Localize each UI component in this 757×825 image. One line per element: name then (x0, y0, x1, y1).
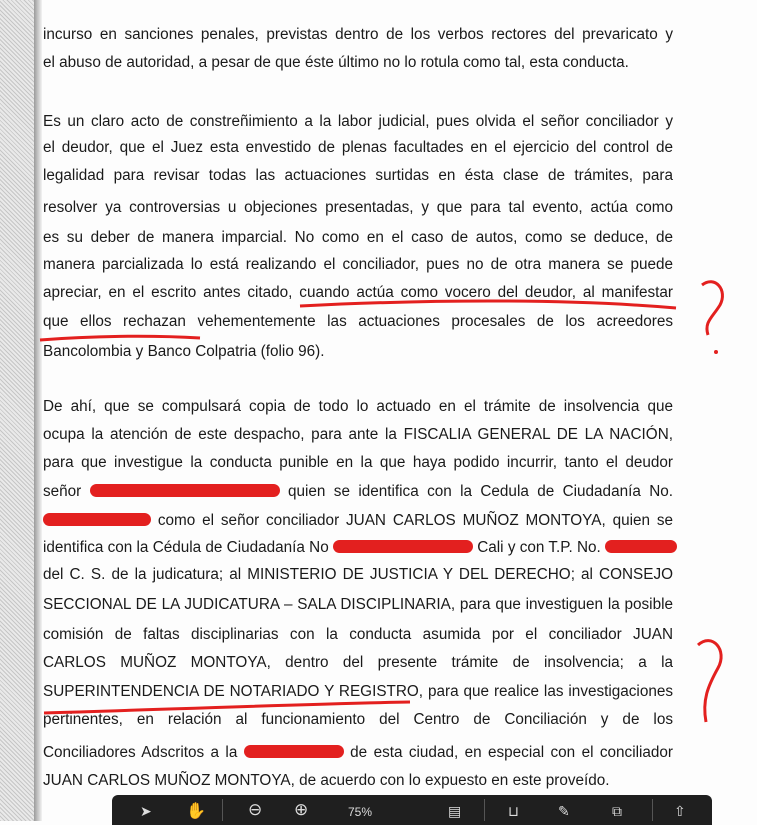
zoom-out-icon[interactable]: ⊖ (248, 800, 263, 819)
question-mark-annotation (702, 282, 722, 335)
text-segment: incurso en sanciones penales, previstas dentro de los verbos rectores del prevaricato y (43, 26, 673, 43)
text-line (43, 625, 673, 645)
text-line (43, 771, 673, 791)
redaction-mark (333, 540, 473, 553)
text-segment: el deudor, que el Juez esta envestido de plenas facultades en el ejercicio del control de (43, 139, 673, 156)
text-line (43, 112, 673, 132)
text-segment: señor (43, 483, 82, 500)
text-line (43, 453, 673, 473)
text-line (43, 228, 673, 248)
share-icon[interactable]: ⇧ (674, 803, 686, 819)
text-segment: De ahí, que se compulsará copia de todo lo actuado en el trámite de insolvencia que (43, 398, 673, 415)
text-segment: quien se identifica con la Cedula de Ciudadanía No. (288, 483, 674, 500)
text-segment: Es un claro acto de constreñimiento a la labor judicial, pues olvida el señor conciliador y (43, 113, 673, 130)
text-segment: manera parcializada lo está realizando el conciliador, pues no de otra manera se puede (43, 256, 673, 273)
text-segment: de esta ciudad, en especial con el conciliador (350, 744, 674, 761)
question-mark-dot (714, 350, 718, 354)
text-line (43, 425, 673, 445)
text-line (43, 166, 673, 186)
text-segment: pertinentes, en relación al funcionamiento del Centro de Conciliación y de los (43, 711, 673, 728)
text-line (43, 710, 673, 730)
text-segment: como el señor conciliador JUAN CARLOS MUÑOZ MONTOYA, quien se (157, 512, 674, 529)
text-line (43, 595, 673, 615)
text-line (43, 538, 673, 558)
text-line (43, 482, 673, 502)
text-segment: para que investigue la conducta punible en la que haya podido incurrir, tanto el deudor (43, 454, 673, 471)
underline-annotation (40, 336, 200, 340)
export-icon[interactable]: ⧉ (612, 803, 622, 819)
redaction-mark (605, 540, 677, 553)
text-segment: Bancolombia y Banco Colpatria (folio 96). (43, 343, 325, 360)
text-line (43, 511, 673, 531)
toolbar-divider (652, 799, 653, 821)
edit-icon[interactable]: ✎ (558, 803, 570, 819)
text-segment: Conciliadores Adscritos a la (43, 744, 238, 761)
text-segment: ocupa la atención de este despacho, para ante la FISCALIA GENERAL DE LA NACIÓN, (43, 426, 673, 443)
zoom-in-icon[interactable]: ⊕ (294, 800, 309, 819)
text-segment: SECCIONAL DE LA JUDICATURA – SALA DISCIPLINARIA, para que investiguen la posible (43, 596, 673, 613)
text-line (43, 565, 673, 585)
text-segment: el abuso de autoridad, a pesar de que éste último no lo rotula como tal, esta conducta. (43, 54, 629, 71)
text-segment: comisión de faltas disciplinarias con la conducta asumida por el conciliador JUAN (43, 626, 673, 643)
text-line (43, 653, 673, 673)
text-segment: CARLOS MUÑOZ MONTOYA, dentro del presente trámite de insolvencia; a la (43, 654, 673, 671)
redaction-mark (43, 513, 151, 526)
page-view-icon[interactable]: ▤ (448, 803, 462, 819)
text-segment: SUPERINTENDENCIA DE NOTARIADO Y REGISTRO, para que realice las investigaciones (43, 683, 673, 700)
text-line (43, 255, 673, 275)
text-line (43, 198, 673, 218)
hand-pan-icon[interactable]: ✋ (186, 803, 206, 820)
redaction-mark (90, 484, 280, 497)
text-segment: JUAN CARLOS MUÑOZ MONTOYA, de acuerdo con lo expuesto en este proveído. (43, 772, 610, 789)
toolbar-divider (484, 799, 485, 821)
text-segment: apreciar, en el escrito antes citado, cuando actúa como vocero del deudor, al manifestar (43, 284, 673, 301)
select-cursor-icon[interactable]: ➤ (140, 803, 152, 819)
question-mark-annotation (698, 641, 721, 722)
text-line (43, 312, 673, 332)
text-segment: legalidad para revisar todas las actuaciones surtidas en ésta clase de trámites, para (43, 167, 673, 184)
text-segment: es su deber de manera imparcial. No como en el caso de autos, como se deduce, de (43, 229, 673, 246)
text-segment: Cali y con T.P. No. (477, 539, 601, 556)
redaction-mark (244, 745, 344, 758)
text-line (43, 397, 673, 417)
text-line (43, 743, 673, 763)
text-line (43, 342, 673, 362)
text-segment: que ellos rechazan vehementemente las actuaciones procesales de los acreedores (43, 313, 673, 330)
zoom-level[interactable]: 75% (348, 805, 373, 819)
scan-edge-shadow (34, 0, 42, 821)
text-segment: del C. S. de la judicatura; al MINISTERIO DE JUSTICIA Y DEL DERECHO; al CONSEJO (43, 566, 673, 583)
save-icon[interactable]: ⊔ (508, 803, 519, 819)
text-line (43, 283, 673, 303)
text-segment: resolver ya controversias u objeciones presentadas, y que para tal evento, actúa como (43, 199, 673, 216)
text-line (43, 682, 673, 702)
text-segment: identifica con la Cédula de Ciudadanía No (43, 539, 329, 556)
toolbar-divider (222, 799, 223, 821)
text-line (43, 53, 673, 73)
text-line (43, 138, 673, 158)
text-line (43, 25, 673, 45)
